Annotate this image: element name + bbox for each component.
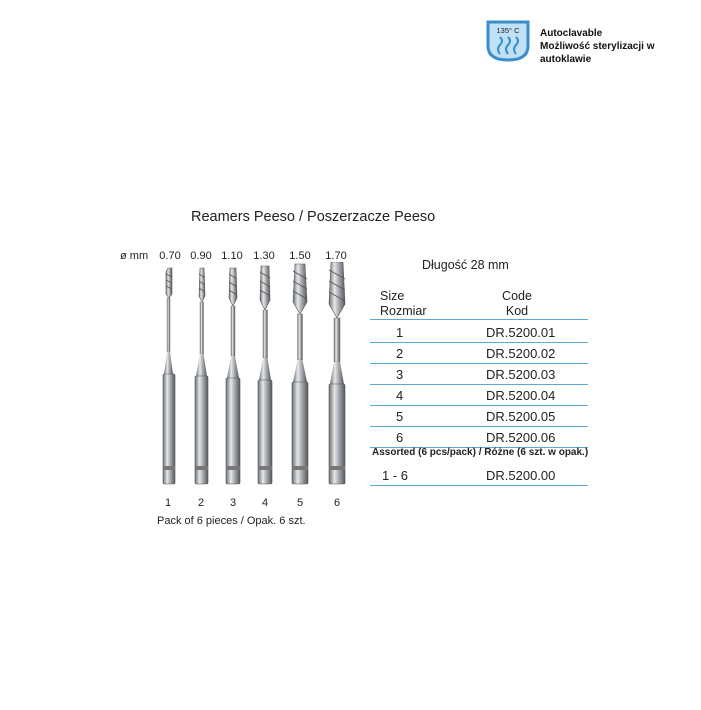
code-header-pl: Kod — [505, 304, 529, 318]
header-divider — [370, 319, 588, 320]
instrument-number-6: 6 — [333, 497, 341, 509]
instrument-number-5: 5 — [296, 497, 304, 509]
table-row — [370, 384, 588, 406]
diameter-5: 1.50 — [289, 250, 311, 262]
instrument-number-2: 2 — [197, 497, 205, 509]
row-code: DR.5200.01 — [486, 325, 556, 340]
table-row — [370, 426, 588, 448]
assorted-size: 1 - 6 — [382, 468, 409, 483]
table-row — [370, 321, 588, 343]
row-code: DR.5200.03 — [486, 367, 556, 382]
length-title: Długość 28 mm — [422, 258, 509, 272]
table-row — [370, 363, 588, 385]
size-header-en: Size — [380, 289, 405, 303]
assorted-label: Assorted (6 pcs/pack) / Różne (6 szt. w opak.) — [372, 447, 589, 458]
badge-line-2: Możliwość sterylizacji w autoklawie — [540, 41, 655, 65]
reamer-instruments-illustration — [145, 262, 370, 494]
size-header — [380, 289, 427, 319]
reamer-3 — [226, 268, 240, 484]
row-size: 1 — [396, 325, 404, 340]
reamer-4 — [258, 266, 272, 484]
badge-temperature: 135° C — [496, 26, 520, 35]
reamer-2 — [195, 268, 208, 484]
row-code: DR.5200.02 — [486, 346, 556, 361]
row-code: DR.5200.05 — [486, 409, 556, 424]
diameter-1: 0.70 — [159, 250, 181, 262]
instrument-number-1: 1 — [164, 497, 172, 509]
assorted-code: DR.5200.00 — [486, 468, 556, 483]
reamer-1 — [163, 268, 175, 484]
reamer-5 — [292, 264, 308, 484]
instrument-number-4: 4 — [261, 497, 269, 509]
row-code: DR.5200.06 — [486, 430, 556, 445]
diameter-4: 1.30 — [253, 250, 275, 262]
code-header-en: Code — [502, 289, 532, 303]
row-size: 4 — [396, 388, 404, 403]
product-title: Reamers Peeso / Poszerzacze Peeso — [191, 209, 436, 225]
table-row — [370, 405, 588, 427]
row-size: 5 — [396, 409, 404, 424]
row-size: 3 — [396, 367, 404, 382]
diameter-6: 1.70 — [325, 250, 347, 262]
row-size: 6 — [396, 430, 404, 445]
row-size: 2 — [396, 346, 404, 361]
diameter-label: ø mm — [120, 250, 149, 262]
badge-line-1: Autoclavable — [540, 28, 603, 39]
diameter-2: 0.90 — [190, 250, 212, 262]
assorted-row — [370, 464, 588, 486]
row-code: DR.5200.04 — [486, 388, 556, 403]
autoclave-icon — [484, 18, 532, 64]
badge-text — [540, 27, 701, 66]
table-row — [370, 342, 588, 364]
instrument-number-3: 3 — [229, 497, 237, 509]
pack-note: Pack of 6 pieces / Opak. 6 szt. — [157, 515, 306, 527]
code-header — [502, 289, 532, 319]
size-header-pl: Rozmiar — [380, 304, 427, 318]
diameter-3: 1.10 — [221, 250, 243, 262]
reamer-6 — [329, 262, 345, 484]
